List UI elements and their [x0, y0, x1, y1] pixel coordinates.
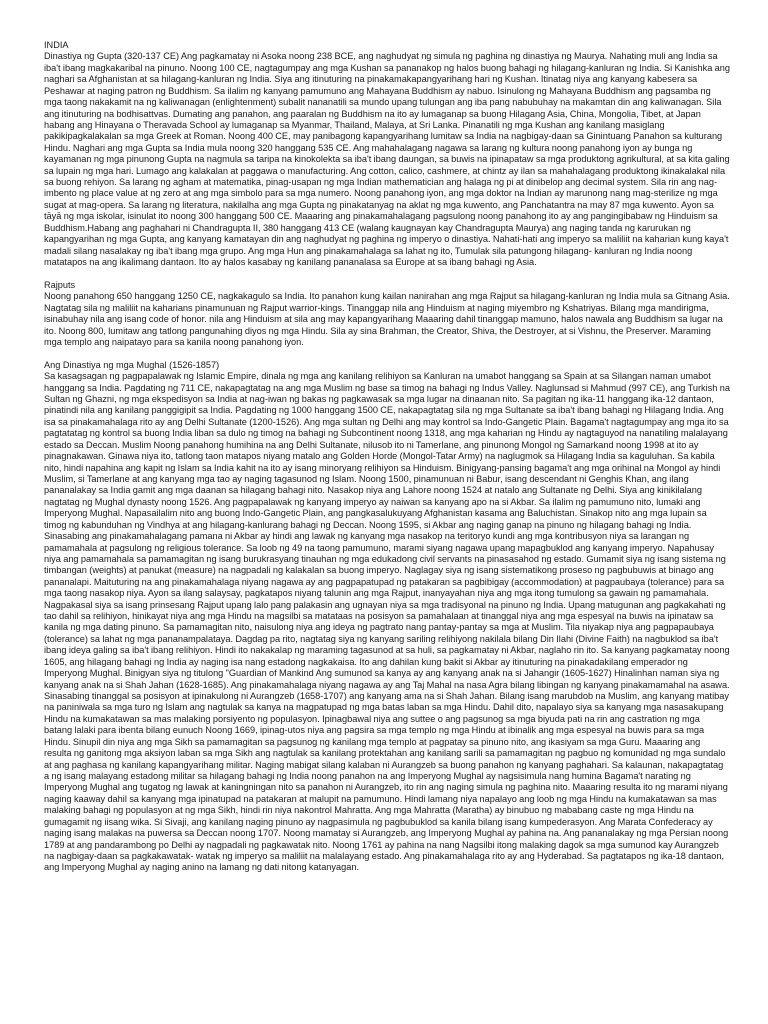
section-paragraph: Sa kasagsagan ng pagpapalawak ng Islamic Empire, dinala ng mga ang kanilang relihiyon sa Kanluran na umabot hanggang sa Spain at sa Silangan naman umabot hanggang sa India. Pagdating ng 711 CE, nakapagtatag na ang mga Muslim ng base sa timog na bahagi ng Indus Valley. Naglunsad si Mahmud (997 CE), ang Turkish na Sultan ng Ghazni, ng mga ekspedisyon sa India at nag-iwan ng bakas ng pagkawasak sa mga lugar na dinaanan nito. Sa pagitan ng ika-11 hanggang ika-12 dantaon, pinatindi nila ang kanilang panggigipit sa India. Pagdating ng 1000 hanggang 1500 CE, nakapagtatag sila ng mga Sultanate sa iba't ibang bahagi ng Hilagang India. Ang isa sa pinakamahalaga rito ay ang Delhi Sultanate (1200-1526). Ang mga sultan ng Delhi ang may kontrol sa Indo-Gangetic Plain. Bagama't nagtagumpay ang mga ito sa pagtatatag ng kontrol sa buong India liban sa dulo ng timog na bahagi ng Subcontinent noong 1318, ang mga kaharian ng Hindu ay nagtaguyod na nanatiling malalayang estado sa Deccan. Muslim Noong panahong humihina na ang Delhi Sultanate, nilusob ito ni Tamerlane, ang pinunong Mongol ng Samarkand noong 1998 at ito ay pinagnakawan. Ginawa niya ito, tatlong taon matapos niyang matalo ang Golden Horde (Mongol-Tatar Army) na naglugmok sa Hilagang India sa kaguluhan. Sa kabila nito, hindi napahina ang kapit ng Islam sa India kahit na ito ay isang minoryang relihiyon sa Hinduism. Binigyang-pansing bagama't ang mga orihinal na Mongol ay hindi Muslim, si Tamerlane at ang kanyang mga tao ay naging tagasunod ng Islam. Noong 1500, pinamunuan ni Babur, isang descendant ni Genghis Khan, ang ilang pananalakay sa India gamit ang mga daanan sa hilagang bahagi nito. Nasakop niya ang Lahore noong 1524 at natalo ang Sultanate ng Delhi. Siya ang kinikilalang nagtatag ng Mughal dynasty noong 1526. Ang pagpapalawak ng kanyang imperyo ay naiwan sa kanyang apo na si Akbar. Sa ilalim ng pamumuno nito, lumaki ang Imperyong Mughal. Napasailalim nito ang buong Indo-Gangetic Plain, ang pangkasalukuyang Afghanistan kasama ang Baluchistan. Sinakop nito ang mga lupain sa timog ng kabunduhan ng Vindhya at ang hilagang-kanlurang bahagi ng Deccan. Noong 1595, si Akbar ang naging ganap na pinuno ng hilagang bahagi ng India. Sinasabing ang pinakamahalagang pamana ni Akbar ay hindi ang lawak ng kanyang mga nasakop na teritoryo kundi ang mga kontribusyon niya sa larangan ng pamamahala at pagsulong ng religious tolerance. Sa loob ng 49 na taong pamumuno, marami siyang nagawa upang mapagbuklod ang kanyang imperyo. Napahusay niya ang pamamahala sa pamamagitan ng isang burukrasyang tinauhan ng mga edukadong civil servants na pinasasahod ng estado. Gumamit siya ng isang sistema ng timbangan (weights) at panukat (measure) na nagpadali ng kalakalan sa buong imperyo. Naglagay siya ng isang sistematikong proseso ng pagbubuwis at binago ang pananalapi. Maituturing na ang pinakamahalaga niyang nagawa ay ang pagpapatupad ng patakaran sa pagbibigay (accommodation) at pagpaubaya (tolerance) para sa mga taong nasakop niya. Ayon sa ilang salaysay, pagkatapos niyang talunin ang mga Rajput, inanyayahan niya ang mga itong tumulong sa gawain ng pamamahala. Nagpakasal siya sa isang prinsesang Rajput upang lalo pang palakasin ang ugnayan niya sa mga tradisyonal na pinuno ng India. Upang matugunan ang pagkakahati ng tao dahil sa relihiyon, hinikayat niya ang mga Hindu na magsilbi sa matataas na posisyon sa pamahalaan at tinanggal niya ang mga espesyal na buwis na ipinataw sa kanila ng mga dating pinuno. Sa pamamagitan nito, naisulong niya ang ideya ng pagtrato nang pantay-pantay sa mga at Muslim. Tila niyakap niya ang pagpapaubaya (tolerance) sa lahat ng mga pananampalataya. Dagdag pa rito, nagtatag siya ng kanyang sariling relihiyong nakilala bilang Din Ilahi (Divine Faith) na nagbuklod sa iba't ibang ideya galing sa iba't ibang relihiyon. Hindi ito nakakalap ng maraming tagasunod at sa huli, sa pagkamatay ni Akbar, naglaho rin ito. Sa kanyang pagkamatay noong 1605, ang hilagang bahagi ng India ay naging isa nang estadong nagkakaisa. Ito ang dahilan kung bakit si Akbar ay itinuturing na pinakadakilang emperador ng Imperyong Mughal. Binigyan siya ng titulong "Guardian of Mankind Ang sumunod sa kanya ay ang kanyang anak na si Jahangir (1605-1627) Hinalinhan naman siya ng kanyang anak na si Shah Jahan (1628-1685). Ang pinakamahalaga niyang nagawa ay ang Taj Mahal na nasa Agra bilang libingan ng kanyang pinakamamahal na asawa. Sinasabing tinanggal sa posisyon at ipinakulong ni Aurangzeb (1658-1707) ang kanyang ama na si Shah Jahan. Bilang isang marubdob na Muslim, ang kanyang matibay na paniniwala sa mga turo ng Islam ang nagtulak sa kanya na magpatupad ng mga batas laban sa mga Hindu. Dahil dito, napalayo siya sa kanyang mga nasasakupang Hindu na kumakatawan sa mas malaking porsiyento ng populasyon. Ipinagbawal niya ang suttee o ang pagsunog sa mga biyuda pati na rin ang castration ng mga batang lalaki para ibenta bilang eunuch Noong 1669, ipinag-utos niya ang pagsira sa mga templo ng mga Hindu at ibinalik ang mga espesyal na buwis para sa mga Hindu. Sinupil din niya ang mga Sikh sa pamamagitan sa pagsunog ng kanilang mga templo at pagpatay sa pinuno nito, ang ikasiyam sa mga Guru. Maaaring ang resulta ng ganitong mga aksiyon laban sa mga Sikh ang nagtulak sa kanilang protektahan ang kanilang sarili sa pamamagitan ng pagbuo ng komunidad ng mga sundalo at ang paghasa ng kanilang kapangyarihang militar. Naging mabigat silang kalaban ni Aurangzeb sa buong panahon ng kanyang paghahari. Sa kalaunan, nakapagtatag a ng isang malayang estadong militar sa hilagang bahagi ng India noong panahon na ang Imperyong Mughal ay nagsisimula nang humina Bagama't narating ng Imperyong Mughal ang tugatog ng lawak at kaningningan nito sa panahon ni Aurangzeb, ito rin ang naging simula ng paghina nito. Maaaring resulta ito ng marami niyang naging kaaway dahil sa kanyang mga ipinatupad na patakaran at malupit na pamumuno. Hindi lamang niya napalayo ang loob ng mga Hindu na kumakatawan sa mas malaking bahagi ng populasyon at ng mga Sikh, hindi rin niya nakontrol Mahratta. Ang mga Mahratta (Maratha) ay binubuo ng mababang caste ng mga Hindu na gumagamit ng iisang wika. Si Sivaji, ang kanilang naging pinuno ay nagpasimula ng pagbubuklod sa kanila bilang isang kumpederasyon. Ang Marata Confederacy ay naging isang malakas na puwersa sa Deccan noong 1707. Noong mamatay si Aurangzeb, ang Imperyong Mughal ay pahina na. Ang pananalakay ng mga Persian noong 1789 at ang pandarambong po Delhi ay nagpadali ng pagkawatak nito. Noong 1761 ay pahina na nang Nagsilbi itong malaking dagok sa mga sumunod kay Aurangzeb na nagbigay-daan sa pagkakawatak- watak ng imperyo sa maliliit na malalayang estado. Ang pinakamahalaga rito ay ang Hyderabad. Sa pagtatapos ng ika-18 dantaon, ang Imperyong Mughal ay naging anino na lamang ng dati nitong katanyagan.	[44, 371, 730, 873]
section-mughal	[44, 360, 730, 874]
section-heading: Ang Dinastiya ng mga Mughal (1526-1857)	[44, 359, 220, 370]
paragraph-gap	[44, 348, 730, 359]
section-heading: INDIA	[44, 40, 69, 50]
section-rajputs	[44, 280, 730, 349]
section-heading: Rajputs	[44, 279, 76, 290]
section-india	[44, 40, 730, 268]
document-page	[44, 40, 730, 1016]
paragraph-gap	[44, 268, 730, 279]
section-paragraph: Noong panahong 650 hanggang 1250 CE, nagkakagulo sa India. Ito panahon kung kailan nanirahan ang mga Rajput sa hilagang-kanluran ng India mula sa Gitnang Asia. Nagtatag sila ng maliliit na kaharians pinamunuan ng Rajput warrior-kings. Tinanggap nila ang Hinduism at naging miyembro ng Kshatriyas. Bilang mga mandirigma, isinabuhay nila ang isang code of honor. nila ang Hinduism at sila ang may kapangyarihang Maaaring dahil tinanggap mamuno, halos nawala ang Buddhism sa lugar na ito. Noong 800, lumitaw ang tatlong pangunahing diyos ng mga Hindu. Sila ay sina Brahman, the Creator, Shiva, the Destroyer, at si Vishnu, the Preserver. Maraming mga templo ang naipatayo para sa kanila noong panahong iyon.	[44, 291, 730, 347]
section-paragraph: Dinastiya ng Gupta (320-137 CE) Ang pagkamatay ni Asoka noong 238 BCE, ang naghudyat ng simula ng paghina ng dinastiya ng Maurya. Nahating muli ang India sa iba't ibang magkakaribal na pinuno. Noong 100 CE, nagtagumpay ang mga Kushan sa pananakop ng halos buong bahagi ng hilagang-kanluran ng India. Si Kanishka ang naghari sa Afghanistan at sa hilagang-kanluran ng India. Siya ang itinuturing na pinakamakapangyarihang hari ng Kushan. Itinatag niya ang kanyang kabesera sa Peshawar at naging patron ng Buddhism. Sa ilalim ng kanyang pamumuno ang Mahayana Buddhism ay nabuo. Isinulong ng Mahayana Buddhism ang pagsamba ng mga taong nakakamit na ng kaliwanagan (enlightenment) subalit nananatili sa mundo upang tulungan ang iba pang nabubuhay na makamtan din ang kaliwanagan. Sila ang itinuturing na bodhisattvas. Dumating ang panahon, ang paaralan ng Buddhism na ito ay lumaganap sa buong Hilagang Asia, China, Mongolia, Tibet, at Japan habang ang Hinayana o Theravada School ay lumaganap sa Myanmar, Thailand, Malaya, at Sri Lanka. Pinanatili ng mga Kushan ang kanilang masiglang pakikipagkalakalan sa mga Greek at Roman. Noong 400 CE, may panibagong kapangyarihang lumitaw sa India na nagbigay-daan sa Ginintuang Panahon sa kulturang Hindu. Naghari ang mga Gupta sa India mula noong 320 hanggang 535 CE. Ang mahahalagang nagawa sa larang ng kultura noong panahong iyon ay bunga ng kayamanan ng mga pinunong Gupta na nagmula sa taripa na kinokolekta sa iba't ibang daungan, sa buwis na ipinapataw sa mga produktong agrikultural, at sa kita galing sa lupain ng mga hari. Lumago ang kalakalan at paggawa o manufacturing. Ang cotton, calico, cashmere, at chintz ay ilan sa mahahalagang produktong ikinakalakal nila sa buong rehiyon. Sa larang ng agham at matematika, pinag-usapan ng mga Indian mathematician ang halaga ng pi at dinibelop ang decimal system. Sila rin ang nag-imbento ng place value at ng zero at ang mga simbolo para sa mga numero. Noong panahong iyon, ang mga doktor na Indian ay marunong nang mag-sterilize ng mga sugat at mag-opera. Sa larang ng literatura, nakilalha ang mga Gupta ng pinakatanyag na aklat ng mga kuwento, ang Panchatantra na may 87 mga kuwento. Ayon sa tāyā ng mga iskolar, isinulat ito noong 300 hanggang 500 CE. Maaaring ang pinakamahalagang pagsulong noong panahong ito ay ang pangingibabaw ng Hinduism sa Buddhism.Habang ang paghahari ni Chandragupta II, 380 hanggang 413 CE (walang kaugnayan kay Chandragupta Maurya) ang naging tanda ng karurukan ng kapangyarihan ng mga Gupta, ang kanyang kamatayan din ang naghudyat ng paghina ng imperyo o dinastiya. Nahati-hati ang imperyo sa maliliit na kaharian kung kaya't madali silang nasalakay ng iba't ibang mga grupo. Ang mga Hun ang pinakamahalaga sa lahat ng ito, Tumulak sila patungong hilagang- kanluran ng India noong matatapos na ang ikalimang dantaon. Ito ay halos kasabay ng kanilang pananalasa sa Europe at sa ibang bahagi ng Asia.	[44, 51, 730, 268]
